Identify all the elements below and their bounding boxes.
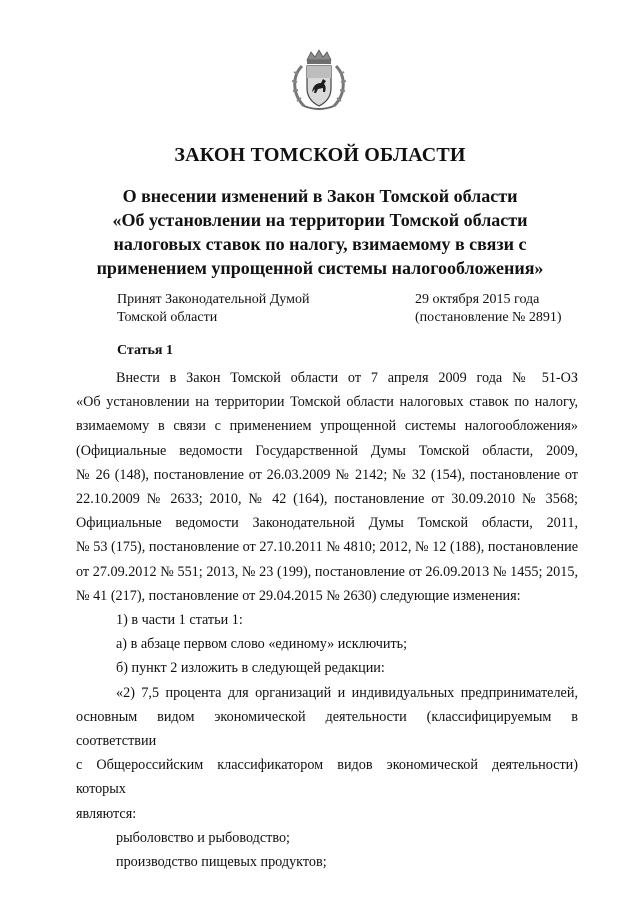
article-body xyxy=(76,366,578,874)
intro-line: от 27.09.2012 № 551; 2013, № 23 (199), постановление от 26.09.2013 № 1455; 2015, xyxy=(76,563,578,580)
intro-line: Внести в Закон Томской области от 7 апреля 2009 года № 51-ОЗ xyxy=(116,370,578,386)
subtitle-line: «Об установлении на территории Томской области xyxy=(112,210,528,230)
law-title: ЗАКОН ТОМСКОЙ ОБЛАСТИ xyxy=(174,144,466,166)
adoption-date-block xyxy=(415,291,562,327)
adoption-date: 29 октября 2015 года xyxy=(415,292,540,307)
law-subtitle xyxy=(60,184,580,280)
quote-line: являются: xyxy=(76,805,137,822)
adopted-by-block xyxy=(117,291,309,327)
intro-line: (Официальные ведомости Государственной Думы Томской области, 2009, xyxy=(76,442,578,459)
subtitle-line: налоговых ставок по налогу, взимаемому в связи с xyxy=(113,234,527,254)
item-1: 1) в части 1 статьи 1: xyxy=(116,612,243,629)
intro-line: Официальные ведомости Законодательной Думы Томской области, 2011, xyxy=(76,515,578,532)
quote-line: «2) 7,5 процента для организаций и индивидуальных предпринимателей, xyxy=(116,684,578,701)
adopted-by-line: Принят Законодательной Думой xyxy=(117,292,310,307)
intro-line: № 41 (217), постановление от 29.04.2015 № 2630) следующие изменения: xyxy=(76,587,521,604)
intro-line: 22.10.2009 № 2633; 2010, № 42 (164), постановление от 30.09.2010 № 3568; xyxy=(76,491,578,508)
quote-line: с Общероссийским классификатором видов экономической деятельности) которых xyxy=(76,757,578,798)
adopted-by-line: Томской области xyxy=(117,310,218,325)
intro-line: взимаемому в связи с применением упрощенной системы налогообложения» xyxy=(76,418,578,435)
resolution-number: (постановление № 2891) xyxy=(415,310,562,325)
item-b: б) пункт 2 изложить в следующей редакции: xyxy=(116,660,385,677)
article-heading: Статья 1 xyxy=(117,343,173,358)
activity-list-item: рыболовство и рыбоводство; xyxy=(116,829,290,846)
subtitle-line: О внесении изменений в Закон Томской области xyxy=(122,186,518,206)
item-a: а) в абзаце первом слово «единому» исключить; xyxy=(116,636,408,653)
intro-line: № 53 (175), постановление от 27.10.2011 № 4810; 2012, № 12 (188), постановление xyxy=(76,539,578,556)
tomsk-oblast-coat-of-arms-icon xyxy=(288,48,350,112)
activity-list-item: производство пищевых продуктов; xyxy=(116,854,327,871)
subtitle-line: применением упрощенной системы налогообложения» xyxy=(96,258,544,278)
intro-line: «Об установлении на территории Томской области налоговых ставок по налогу, xyxy=(76,394,578,411)
intro-line: № 26 (148), постановление от 26.03.2009 № 2142; № 32 (154), постановление от xyxy=(76,466,578,483)
quote-line: основным видом экономической деятельности (классифицируемым в соответствии xyxy=(76,708,578,750)
